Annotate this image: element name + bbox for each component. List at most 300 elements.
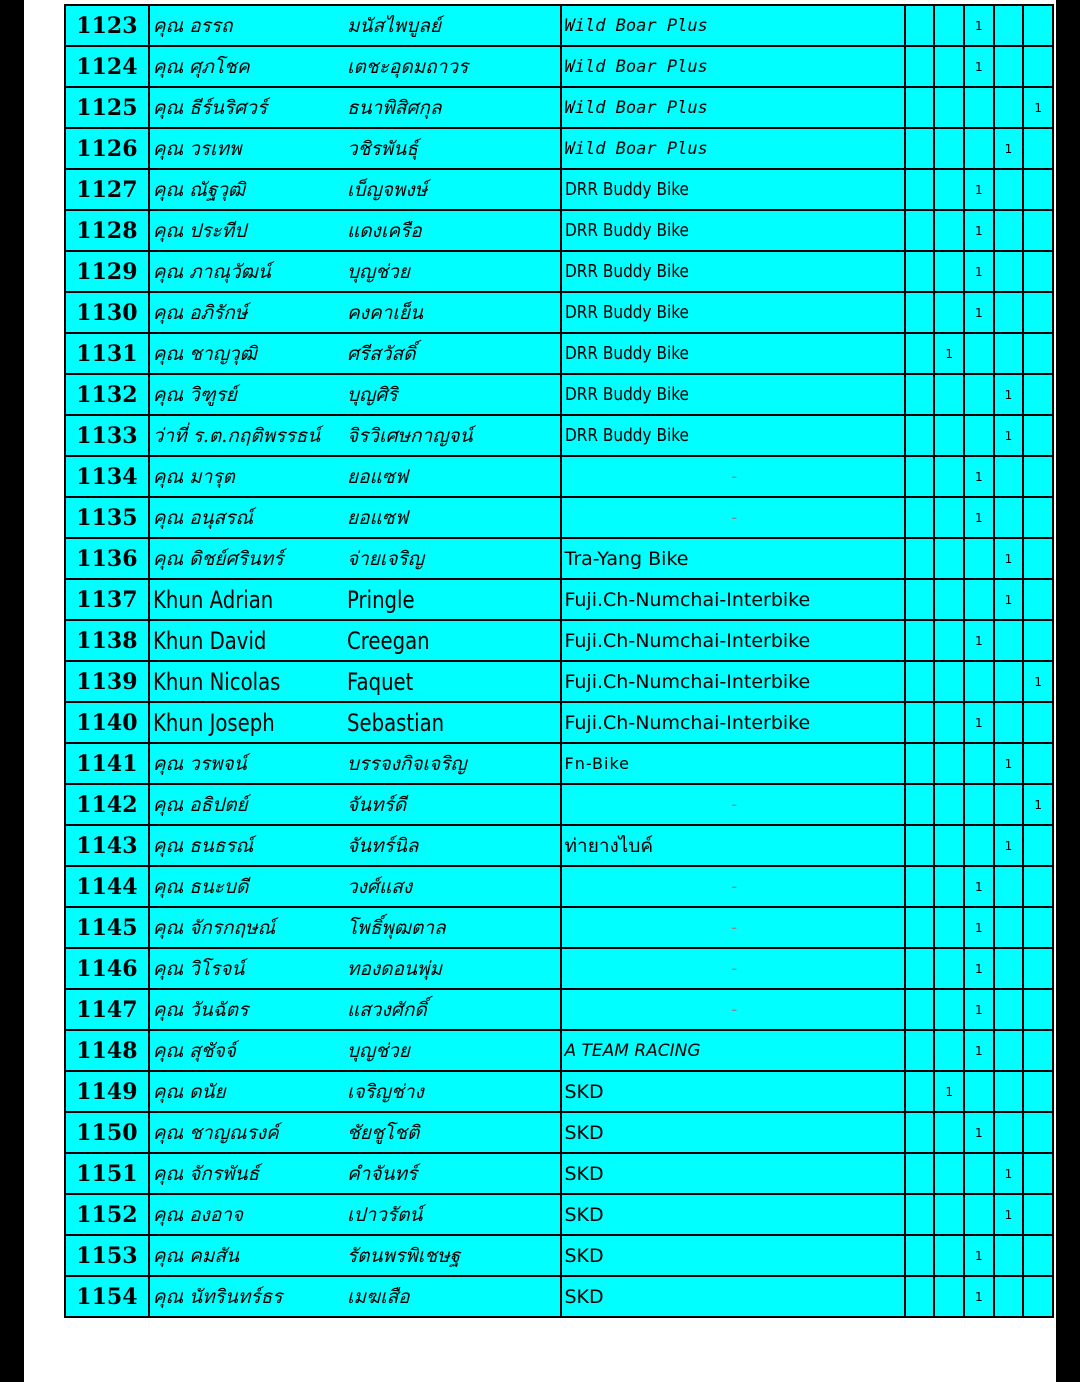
rider-last-name-text: ชัยชูโชติ — [346, 1121, 420, 1144]
category-cell-2 — [934, 128, 964, 169]
category-cell-4: 1 — [994, 743, 1024, 784]
category-cell-2 — [934, 702, 964, 743]
rider-first-name — [149, 702, 347, 743]
category-cell-1 — [905, 497, 935, 538]
category-cell-3 — [964, 1153, 994, 1194]
table-row — [65, 128, 1053, 169]
category-cell-3 — [964, 743, 994, 784]
rider-number: 1148 — [65, 1030, 149, 1071]
category-cell-3: 1 — [964, 292, 994, 333]
category-cell-3: 1 — [964, 251, 994, 292]
category-cell-5 — [1023, 702, 1053, 743]
team-name-text: SKD — [564, 1285, 604, 1308]
category-cell-5 — [1023, 169, 1053, 210]
team-name — [561, 1030, 905, 1071]
category-cell-3: 1 — [964, 210, 994, 251]
rider-first-name-text: คุณ จักรพันธ์ — [152, 1162, 260, 1185]
rider-first-name-text: คุณ สุชัจจ์ — [152, 1039, 236, 1062]
rider-last-name — [347, 169, 561, 210]
table-row — [65, 866, 1053, 907]
category-cell-5 — [1023, 825, 1053, 866]
category-cell-5 — [1023, 1071, 1053, 1112]
category-cell-1 — [905, 907, 935, 948]
category-cell-5 — [1023, 292, 1053, 333]
team-name-text: SKD — [564, 1162, 604, 1185]
rider-first-name-text: คุณ ประทีป — [152, 219, 247, 242]
rider-number: 1131 — [65, 333, 149, 374]
team-name — [561, 948, 905, 989]
rider-first-name — [149, 1235, 347, 1276]
category-cell-1 — [905, 1030, 935, 1071]
team-name — [561, 538, 905, 579]
rider-first-name-text: คุณ ดนัย — [152, 1080, 226, 1103]
rider-last-name — [347, 87, 561, 128]
rider-last-name — [347, 497, 561, 538]
rider-last-name-text: คงคาเย็น — [346, 301, 423, 324]
rider-first-name-text: คุณ ธนธรณ์ — [152, 834, 254, 857]
category-cell-2 — [934, 907, 964, 948]
rider-first-name-text: คุณ อธิปตย์ — [152, 793, 248, 816]
rider-first-name-text: คุณ วิฑูรย์ — [152, 383, 237, 406]
category-cell-5 — [1023, 374, 1053, 415]
table-row — [65, 5, 1053, 46]
table-row — [65, 784, 1053, 825]
rider-last-name — [347, 128, 561, 169]
category-cell-2 — [934, 456, 964, 497]
rider-number: 1129 — [65, 251, 149, 292]
category-cell-3: 1 — [964, 169, 994, 210]
rider-first-name-text: คุณ ชาญวุฒิ — [152, 342, 257, 365]
category-cell-2 — [934, 46, 964, 87]
rider-first-name-text: Khun Adrian — [152, 585, 274, 614]
category-cell-1 — [905, 1235, 935, 1276]
rider-last-name — [347, 948, 561, 989]
team-name — [561, 907, 905, 948]
rider-first-name-text: คุณ องอาจ — [152, 1203, 244, 1226]
rider-last-name — [347, 1030, 561, 1071]
team-name-text: A TEAM RACING — [564, 1040, 701, 1061]
rider-first-name-text: คุณ อรรถ — [152, 14, 233, 37]
category-cell-5 — [1023, 989, 1053, 1030]
category-cell-2 — [934, 1153, 964, 1194]
team-name — [561, 825, 905, 866]
category-cell-1 — [905, 1071, 935, 1112]
rider-first-name — [149, 579, 347, 620]
category-cell-2 — [934, 497, 964, 538]
category-cell-3: 1 — [964, 1276, 994, 1317]
category-cell-5 — [1023, 1194, 1053, 1235]
category-cell-3: 1 — [964, 702, 994, 743]
category-cell-3 — [964, 784, 994, 825]
category-cell-5 — [1023, 456, 1053, 497]
rider-first-name — [149, 989, 347, 1030]
team-name — [561, 1235, 905, 1276]
category-cell-1 — [905, 415, 935, 456]
table-row — [65, 1153, 1053, 1194]
rider-first-name-text: คุณ อภิรักษ์ — [152, 301, 248, 324]
team-name — [561, 210, 905, 251]
rider-last-name — [347, 989, 561, 1030]
team-name — [561, 415, 905, 456]
rider-first-name-text: คุณ อนุสรณ์ — [152, 506, 253, 529]
category-cell-1 — [905, 866, 935, 907]
table-row — [65, 579, 1053, 620]
rider-first-name — [149, 825, 347, 866]
rider-first-name — [149, 743, 347, 784]
team-name-text: - — [731, 999, 738, 1020]
rider-first-name — [149, 1153, 347, 1194]
category-cell-5: 1 — [1023, 87, 1053, 128]
category-cell-1 — [905, 251, 935, 292]
category-cell-4 — [994, 210, 1024, 251]
rider-number: 1145 — [65, 907, 149, 948]
team-name-text: Wild Boar Plus — [564, 138, 708, 159]
category-cell-1 — [905, 292, 935, 333]
rider-number: 1132 — [65, 374, 149, 415]
rider-number: 1125 — [65, 87, 149, 128]
table-row — [65, 1112, 1053, 1153]
category-cell-2 — [934, 1276, 964, 1317]
rider-number: 1153 — [65, 1235, 149, 1276]
rider-last-name — [347, 784, 561, 825]
rider-number: 1154 — [65, 1276, 149, 1317]
category-cell-5 — [1023, 1235, 1053, 1276]
rider-first-name — [149, 251, 347, 292]
table-row — [65, 989, 1053, 1030]
rider-last-name — [347, 702, 561, 743]
category-cell-4: 1 — [994, 579, 1024, 620]
category-cell-3: 1 — [964, 620, 994, 661]
rider-last-name-text: วชิรพันธุ์ — [346, 137, 418, 160]
rider-first-name — [149, 415, 347, 456]
team-name-text: - — [731, 958, 738, 979]
roster-body — [65, 5, 1053, 1317]
rider-first-name-text: คุณ วรเทพ — [152, 137, 242, 160]
category-cell-4 — [994, 702, 1024, 743]
rider-first-name — [149, 5, 347, 46]
rider-first-name — [149, 1071, 347, 1112]
rider-first-name-text: คุณ ณัฐวุฒิ — [152, 178, 246, 201]
category-cell-1 — [905, 1153, 935, 1194]
category-cell-4: 1 — [994, 374, 1024, 415]
category-cell-5 — [1023, 538, 1053, 579]
rider-last-name-text: บุญช่วย — [346, 1039, 410, 1062]
rider-first-name-text: คุณ มารุต — [152, 465, 235, 488]
category-cell-2 — [934, 5, 964, 46]
category-cell-4: 1 — [994, 1194, 1024, 1235]
category-cell-5 — [1023, 579, 1053, 620]
rider-last-name — [347, 333, 561, 374]
rider-number: 1144 — [65, 866, 149, 907]
team-name-text: - — [731, 876, 738, 897]
rider-first-name — [149, 1030, 347, 1071]
category-cell-3: 1 — [964, 1030, 994, 1071]
category-cell-5: 1 — [1023, 784, 1053, 825]
rider-first-name — [149, 497, 347, 538]
rider-last-name — [347, 866, 561, 907]
rider-last-name — [347, 1194, 561, 1235]
category-cell-1 — [905, 1276, 935, 1317]
table-row — [65, 538, 1053, 579]
team-name-text: SKD — [564, 1121, 604, 1144]
team-name-text: - — [731, 917, 738, 938]
category-cell-1 — [905, 1112, 935, 1153]
rider-last-name — [347, 661, 561, 702]
category-cell-4 — [994, 251, 1024, 292]
rider-first-name-text: Khun Nicolas — [152, 667, 281, 696]
rider-number: 1124 — [65, 46, 149, 87]
category-cell-2 — [934, 374, 964, 415]
rider-first-name-text: คุณ วิโรจน์ — [152, 957, 245, 980]
table-row — [65, 210, 1053, 251]
category-cell-3: 1 — [964, 866, 994, 907]
category-cell-2 — [934, 825, 964, 866]
category-cell-1 — [905, 825, 935, 866]
table-row — [65, 1235, 1053, 1276]
category-cell-4: 1 — [994, 1153, 1024, 1194]
category-cell-5 — [1023, 866, 1053, 907]
category-cell-1 — [905, 46, 935, 87]
team-name-text: Wild Boar Plus — [564, 56, 708, 77]
category-cell-3 — [964, 1194, 994, 1235]
category-cell-4: 1 — [994, 128, 1024, 169]
team-name-text: Wild Boar Plus — [564, 97, 708, 118]
category-cell-1 — [905, 661, 935, 702]
category-cell-2 — [934, 743, 964, 784]
rider-first-name — [149, 292, 347, 333]
category-cell-3: 1 — [964, 456, 994, 497]
table-row — [65, 907, 1053, 948]
rider-number: 1126 — [65, 128, 149, 169]
rider-last-name — [347, 620, 561, 661]
category-cell-4 — [994, 5, 1024, 46]
category-cell-1 — [905, 538, 935, 579]
category-cell-1 — [905, 1194, 935, 1235]
category-cell-3: 1 — [964, 989, 994, 1030]
rider-last-name-text: จันทร์นิล — [346, 834, 419, 857]
rider-first-name-text: คุณ ดิชย์ศรินทร์ — [152, 547, 284, 570]
rider-roster-table — [64, 4, 1054, 1318]
rider-first-name-text: คุณ ภาณุวัฒน์ — [152, 260, 271, 283]
category-cell-3 — [964, 415, 994, 456]
team-name-text: SKD — [564, 1244, 604, 1267]
category-cell-3: 1 — [964, 46, 994, 87]
rider-first-name-text: คุณ วรพจน์ — [152, 752, 247, 775]
category-cell-4: 1 — [994, 415, 1024, 456]
category-cell-3: 1 — [964, 948, 994, 989]
table-row — [65, 1276, 1053, 1317]
rider-first-name-text: คุณ ธนะบดี — [152, 875, 249, 898]
rider-first-name — [149, 333, 347, 374]
table-row — [65, 620, 1053, 661]
rider-first-name — [149, 620, 347, 661]
rider-number: 1130 — [65, 292, 149, 333]
category-cell-1 — [905, 210, 935, 251]
team-name-text: SKD — [564, 1203, 604, 1226]
category-cell-5 — [1023, 128, 1053, 169]
rider-last-name — [347, 743, 561, 784]
category-cell-4: 1 — [994, 825, 1024, 866]
rider-last-name-text: เบ็ญจพงษ์ — [346, 178, 428, 201]
category-cell-5 — [1023, 497, 1053, 538]
team-name-text: DRR Buddy Bike — [564, 302, 689, 323]
rider-number: 1140 — [65, 702, 149, 743]
category-cell-4 — [994, 866, 1024, 907]
category-cell-2: 1 — [934, 1071, 964, 1112]
rider-last-name — [347, 825, 561, 866]
category-cell-2 — [934, 415, 964, 456]
team-name-text: DRR Buddy Bike — [564, 179, 689, 200]
category-cell-1 — [905, 169, 935, 210]
table-row — [65, 169, 1053, 210]
category-cell-1 — [905, 87, 935, 128]
rider-last-name-text: ทองดอนพุ่ม — [346, 957, 442, 980]
table-row — [65, 497, 1053, 538]
rider-last-name — [347, 456, 561, 497]
rider-last-name-text: บุญศิริ — [346, 383, 398, 406]
rider-number: 1133 — [65, 415, 149, 456]
category-cell-2 — [934, 292, 964, 333]
category-cell-2 — [934, 948, 964, 989]
category-cell-3 — [964, 374, 994, 415]
category-cell-2 — [934, 169, 964, 210]
rider-number: 1136 — [65, 538, 149, 579]
rider-number: 1150 — [65, 1112, 149, 1153]
rider-first-name — [149, 374, 347, 415]
category-cell-2 — [934, 579, 964, 620]
team-name-text: Fn-Bike — [564, 754, 631, 773]
category-cell-2: 1 — [934, 333, 964, 374]
team-name-text: DRR Buddy Bike — [564, 384, 689, 405]
team-name — [561, 128, 905, 169]
category-cell-4 — [994, 1030, 1024, 1071]
rider-first-name-text: คุณ จักรกฤษณ์ — [152, 916, 276, 939]
rider-last-name-text: ยอแซฟ — [346, 506, 409, 529]
rider-first-name-text: คุณ ศุภโชค — [152, 55, 250, 78]
rider-first-name-text: คุณ คมสัน — [152, 1244, 239, 1267]
team-name-text: DRR Buddy Bike — [564, 261, 689, 282]
rider-first-name — [149, 1194, 347, 1235]
team-name — [561, 456, 905, 497]
rider-first-name — [149, 866, 347, 907]
category-cell-4 — [994, 87, 1024, 128]
category-cell-3: 1 — [964, 497, 994, 538]
category-cell-1 — [905, 579, 935, 620]
rider-first-name — [149, 169, 347, 210]
rider-first-name-text: คุณ วันฉัตร — [152, 998, 249, 1021]
team-name-text: - — [731, 507, 738, 528]
team-name-text: SKD — [564, 1080, 604, 1103]
table-row — [65, 456, 1053, 497]
category-cell-2 — [934, 1030, 964, 1071]
category-cell-3 — [964, 825, 994, 866]
team-name — [561, 579, 905, 620]
category-cell-4 — [994, 989, 1024, 1030]
table-row — [65, 1194, 1053, 1235]
rider-number: 1138 — [65, 620, 149, 661]
category-cell-1 — [905, 743, 935, 784]
rider-last-name — [347, 5, 561, 46]
rider-last-name-text: มนัสไพบูลย์ — [346, 14, 441, 37]
category-cell-4: 1 — [994, 538, 1024, 579]
category-cell-4 — [994, 907, 1024, 948]
rider-first-name — [149, 538, 347, 579]
rider-first-name — [149, 456, 347, 497]
table-row — [65, 374, 1053, 415]
document-page — [24, 0, 1056, 1382]
team-name — [561, 497, 905, 538]
team-name-text: Fuji.Ch-Numchai-Interbike — [564, 629, 811, 652]
team-name-text: - — [731, 466, 738, 487]
team-name — [561, 251, 905, 292]
table-row — [65, 702, 1053, 743]
category-cell-4 — [994, 784, 1024, 825]
category-cell-5 — [1023, 620, 1053, 661]
category-cell-1 — [905, 5, 935, 46]
team-name — [561, 169, 905, 210]
category-cell-3: 1 — [964, 907, 994, 948]
team-name — [561, 1071, 905, 1112]
rider-number: 1146 — [65, 948, 149, 989]
category-cell-4 — [994, 1276, 1024, 1317]
category-cell-5 — [1023, 948, 1053, 989]
category-cell-1 — [905, 620, 935, 661]
category-cell-5 — [1023, 210, 1053, 251]
category-cell-2 — [934, 1112, 964, 1153]
rider-last-name-text: เจริญช่าง — [346, 1080, 424, 1103]
rider-number: 1152 — [65, 1194, 149, 1235]
category-cell-3: 1 — [964, 1235, 994, 1276]
category-cell-2 — [934, 538, 964, 579]
category-cell-3 — [964, 87, 994, 128]
team-name — [561, 374, 905, 415]
rider-first-name — [149, 907, 347, 948]
category-cell-2 — [934, 1235, 964, 1276]
rider-number: 1134 — [65, 456, 149, 497]
rider-last-name-text: บุญช่วย — [346, 260, 410, 283]
rider-last-name-text: Sebastian — [346, 708, 445, 737]
team-name-text: Fuji.Ch-Numchai-Interbike — [564, 711, 811, 734]
team-name — [561, 333, 905, 374]
category-cell-4 — [994, 1071, 1024, 1112]
team-name-text: Wild Boar Plus — [564, 15, 708, 36]
rider-last-name — [347, 374, 561, 415]
rider-first-name-text: ว่าที่ ร.ต.กฤติพรรธน์ — [152, 424, 321, 447]
category-cell-4 — [994, 333, 1024, 374]
rider-first-name-text: คุณ นัทรินทร์ธร — [152, 1285, 283, 1308]
team-name — [561, 1194, 905, 1235]
category-cell-5 — [1023, 251, 1053, 292]
team-name — [561, 87, 905, 128]
category-cell-3 — [964, 1071, 994, 1112]
category-cell-2 — [934, 251, 964, 292]
category-cell-3 — [964, 661, 994, 702]
rider-first-name-text: Khun Joseph — [152, 708, 275, 737]
table-row — [65, 743, 1053, 784]
team-name-text: ท่ายางไบค์ — [564, 834, 654, 857]
team-name-text: DRR Buddy Bike — [564, 425, 689, 446]
rider-last-name — [347, 1153, 561, 1194]
rider-last-name-text: ธนาพิสิศกุล — [346, 96, 442, 119]
team-name — [561, 1276, 905, 1317]
category-cell-2 — [934, 1194, 964, 1235]
category-cell-5 — [1023, 415, 1053, 456]
rider-last-name-text: บรรจงกิจเจริญ — [346, 752, 467, 775]
team-name-text: Tra-Yang Bike — [564, 547, 689, 570]
rider-last-name-text: โพธิ์พุฒตาล — [346, 916, 446, 939]
rider-first-name-text: คุณ ธีร์นริศวร์ — [152, 96, 268, 119]
category-cell-3 — [964, 333, 994, 374]
